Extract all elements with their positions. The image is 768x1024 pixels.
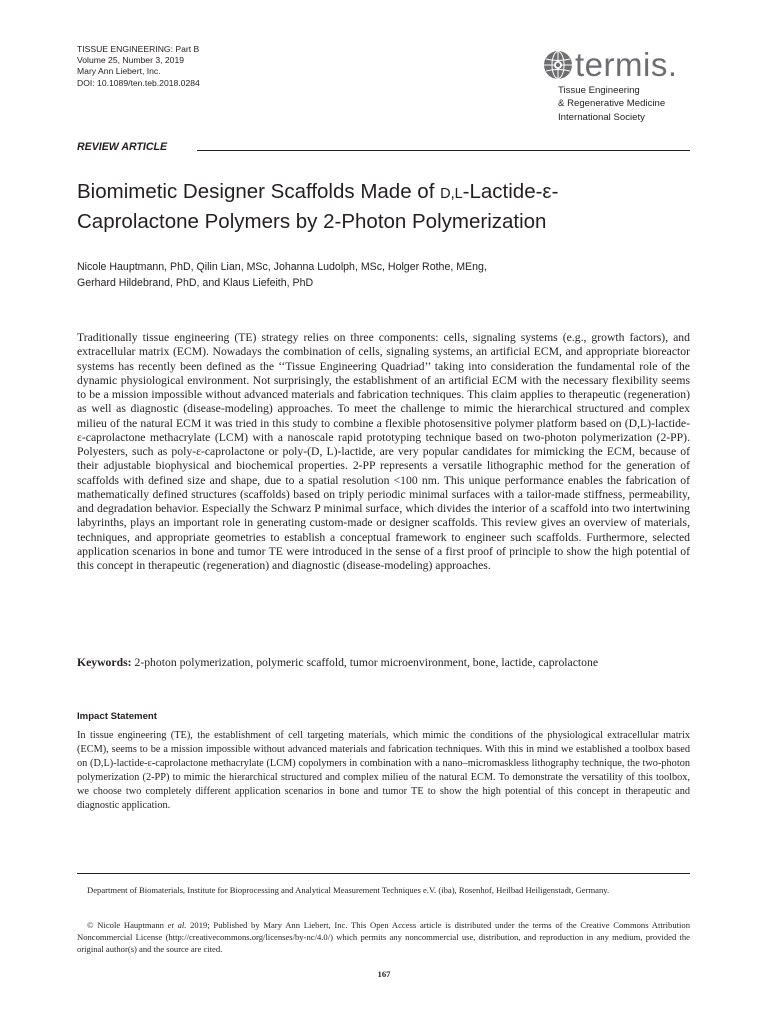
keywords-label: Keywords:: [77, 656, 132, 669]
header-divider: [197, 150, 690, 151]
journal-doi: DOI: 10.1089/ten.teb.2018.0284: [77, 77, 200, 88]
title-part: Biomimetic Designer Scaffolds Made of: [77, 180, 441, 203]
impact-statement-text: In tissue engineering (TE), the establishment of cell targeting materials, which mimic the conditions of the physiological extracellular matrix (ECM), seems to be a mission impossible without advanced materials and fabrication techniques. With this in mind we established a toolbox based on (D,L)-lactide-ε-caprolactone methacrylate (LCM) copolymers in combination with a nano–micromaskless lithography technique, the two-photon polymerization (2-PP) to mimic the hierarchical structured and complex milieu of the natural ECM. To demonstrate the versatility of this toolbox, we choose two completely different application scenarios in bone and tumor TE to show the high potential of this concept in therapeutic and diagnostic application.: [77, 730, 690, 811]
license-text: 2019; Published by Mary Ann Liebert, Inc. This Open Access article is distributed under the terms of the Creative Commons Attribution Noncommercial License (http://creativecommons.org/licenses/by-nc/4.0/) which permits any noncommercial use, distribution, and reproduction in any medium, provided the original author(s) and the source are cited.: [77, 920, 690, 955]
termis-subtitle: [558, 84, 665, 124]
impact-statement-heading: Impact Statement: [77, 711, 157, 722]
author-list: [77, 260, 697, 291]
journal-publisher: Mary Ann Liebert, Inc.: [77, 66, 161, 77]
termis-subtitle-line: & Regenerative Medicine: [558, 98, 666, 110]
termis-logo: [541, 42, 701, 126]
title-part: -Lactide-ε-: [462, 180, 559, 203]
license-footnote: [77, 919, 690, 956]
author-line: Gerhard Hildebrand, PhD, and Klaus Liefeith, PhD: [77, 276, 314, 289]
abstract: [77, 331, 690, 573]
article-type-label: REVIEW ARTICLE: [77, 141, 168, 153]
termis-globe-icon: [543, 50, 573, 80]
affiliation-footnote: Department of Biomaterials, Institute for Bioprocessing and Analytical Measurement Techniques e.V. (iba), Rosenhof, Heilbad Heiligenstadt, Germany.: [87, 885, 610, 895]
title-line-2: Caprolactone Polymers by 2-Photon Polymerization: [77, 210, 547, 233]
page-number: 167: [377, 969, 391, 979]
footnote-divider: [77, 873, 690, 874]
journal-name: TISSUE ENGINEERING: Part B: [77, 44, 200, 54]
keywords-text: 2-photon polymerization, polymeric scaffold, tumor microenvironment, bone, lactide, caprolactone: [134, 656, 599, 669]
author-line: Nicole Hauptmann, PhD, Qilin Lian, MSc, Johanna Ludolph, MSc, Holger Rothe, MEng,: [77, 261, 487, 273]
journal-info: [77, 44, 200, 89]
abstract-text: Traditionally tissue engineering (TE) strategy relies on three components: cells, signaling systems (e.g., growth factors), and extracellular matrix (ECM). Nowadays the combination of cells, signaling systems, an artificial ECM, and appropriate bioreactor systems has recently been defined as the ‘‘Tissue Engineering Quadriad’’ taking into consideration the fundamental role of the dynamic physiological environment. Not surprisingly, the establishment of an artificial ECM with the necessary flexibility seems to be a mission impossible without advanced materials and fabrication techniques. This claim applies to therapeutic (regeneration) as well as diagnostic (disease-modeling) approaches. To meet the challenge to mimic the hierarchical structured and complex milieu of the natural ECM it was tried in this study to combine a flexible photosensitive polymer platform based on (D,L)-lactide-ε-caprolactone methacrylate (LCM) with a nanoscale rapid prototyping technique based on two-photon polymerization (2-PP). Polyesters, such as poly-ε-caprolactone or poly-(D, L)-lactide, are very popular candidates for mimicking the ECM, because of their adjustable biophysical and biochemical properties. 2-PP represents a versatile lithographic method for the generation of scaffolds with defined size and shape, due to a spatial resolution <100 nm. This unique performance enables the fabrication of mathematically defined structures (scaffolds) based on triply periodic minimal surfaces with a tailor-made stiffness, permeability, and degradation behavior. Especially the Schwarz P minimal surface, which divides the interior of a scaffold into two intertwining labyrinths, plays an important role in generating custom-made or designer scaffolds. This review gives an overview of materials, techniques, and appropriate geometries to establish a conceptual framework to engineer such scaffolds. Furthermore, selected application scenarios in bone and tumor TE were introduced in the sense of a first proof of principle to show the high potential of this concept in therapeutic (regeneration) and diagnostic (disease-modeling) approaches.: [77, 331, 690, 572]
termis-subtitle-line: International Society: [558, 111, 645, 123]
termis-wordmark: termis.: [575, 46, 678, 83]
journal-volume: Volume 25, Number 3, 2019: [77, 55, 185, 66]
license-text: © Nicole Hauptmann: [87, 920, 168, 930]
title-smallcaps: D,L: [440, 186, 463, 202]
paper-title: [77, 178, 697, 235]
license-etal: et al.: [167, 920, 187, 930]
keywords: [77, 656, 690, 671]
termis-subtitle-line: Tissue Engineering: [558, 85, 640, 96]
